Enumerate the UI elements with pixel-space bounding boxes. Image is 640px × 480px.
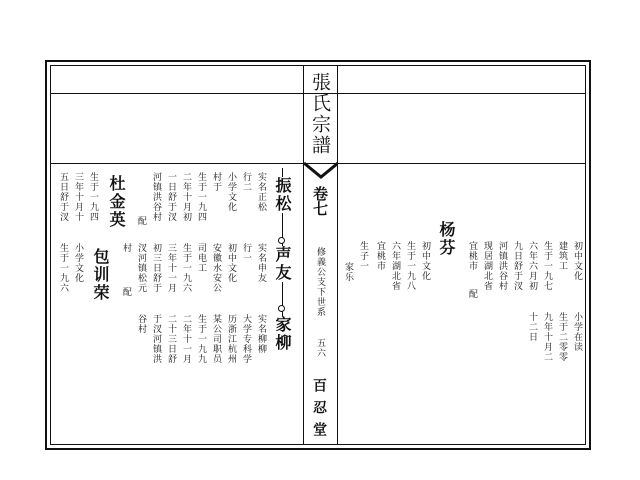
yangfen-child-col-2: 生于一九八 — [405, 241, 415, 291]
yangfen-wife-col-2: 生于二零零 — [557, 312, 567, 362]
jialiu-note-col-2: 大学专科学 — [241, 314, 251, 364]
spine-left-rule — [303, 65, 304, 445]
shengyou-note-col-7: 三年十一月 — [166, 243, 176, 293]
publisher-seal: 百忍堂 — [311, 378, 327, 444]
shengyou-note-col-5: 司电工 — [196, 243, 206, 273]
fishtail-mark — [304, 160, 338, 180]
yangfen-bio-col-8: 宜桃市 — [467, 241, 477, 271]
yangfen-wife-col-3: 九年十月二 — [542, 312, 552, 362]
yangfen-bio-col-4: 六年六月初 — [527, 241, 537, 291]
yangfen-bio-col-3: 生于一九七 — [542, 241, 552, 291]
yangfen-child-col-4: 宜桃市 — [375, 241, 385, 271]
jialiu-note-col-7: 二十三日舒 — [166, 314, 176, 364]
zhensong-note-col-5: 生于一九四 — [196, 172, 206, 222]
zhensong-note-col-2: 行二 — [241, 172, 251, 192]
yangfen-wife-col-4: 十二日 — [527, 312, 537, 342]
jialiu-note-col-5: 生于一九九 — [196, 314, 206, 364]
yangfen-bio-col-1: 初中文化 — [572, 241, 582, 281]
person-name-jia-liu: 家柳 — [273, 316, 292, 352]
shengyou-note-col-1: 实名申友 — [256, 243, 266, 283]
yangfen-child-col-1: 初中文化 — [420, 241, 430, 281]
shengyou-spouse-label: 配 — [121, 287, 131, 297]
fishtail-left-rule — [50, 163, 303, 164]
lineage-node-3 — [278, 305, 285, 312]
jialiu-note-col-4: 某公司职员 — [211, 314, 221, 364]
shengyou-note-col-3: 初中文化 — [226, 243, 236, 283]
person-name-sheng-you: 声友 — [273, 246, 292, 282]
lineage-node-2 — [278, 237, 285, 244]
book-title: 張氏宗譜 — [309, 72, 331, 156]
spouse-name-du-jin-ying: 杜金英 — [107, 175, 126, 229]
yangfen-wife-col-1: 小学在读 — [572, 312, 582, 352]
zhensong-note-col-1: 实名正松 — [256, 172, 266, 212]
yangfen-bio-col-5: 九日舒于汊 — [512, 241, 522, 291]
dujinying-bio-col-2: 三年十月十 — [73, 172, 83, 222]
page-number: 五六 — [315, 338, 325, 358]
zhensong-note-col-7: 一日舒于汊 — [166, 172, 176, 222]
shengyou-note-col-9: 汊河镇松元 — [136, 243, 146, 293]
zhensong-note-col-4: 村于 — [211, 172, 221, 192]
spouse-name-bao-xun-rong: 包训荣 — [91, 248, 110, 302]
baoxunrong-bio-col-2: 小学文化 — [73, 243, 83, 283]
yangfen-bio-col-2: 建筑工 — [557, 241, 567, 271]
jialiu-note-col-8: 于汊河镇洪 — [151, 314, 161, 364]
person-name-yang-fen: 杨芬 — [437, 221, 456, 257]
shengyou-note-col-2: 行一 — [241, 243, 251, 263]
jialiu-note-col-1: 实名柳柳 — [256, 314, 266, 354]
yangfen-child-col-6: 家乐 — [343, 262, 353, 282]
shengyou-note-col-10: 村 — [121, 243, 131, 253]
yangfen-child-col-5: 生子一 — [358, 241, 368, 271]
section-label: 修義公支下世系 — [315, 247, 325, 317]
dujinying-bio-col-3: 五日舒于汊 — [58, 172, 68, 222]
zhensong-spouse-label: 配 — [136, 216, 146, 226]
yangfen-bio-col-7: 现居湖北省 — [482, 241, 492, 291]
jialiu-note-col-9: 谷村 — [136, 314, 146, 334]
shengyou-note-col-8: 初三日舒于 — [151, 243, 161, 293]
yangfen-child-col-3: 六年湖北省 — [390, 241, 400, 291]
zhensong-note-col-3: 小学文化 — [226, 172, 236, 212]
fishtail-right-rule — [337, 163, 586, 164]
shengyou-note-col-4: 安徽水安公 — [211, 243, 221, 293]
jialiu-note-col-3: 历浙江杭州 — [226, 314, 236, 364]
zhensong-note-col-8: 河镇洪谷村 — [151, 172, 161, 222]
person-name-zhen-song: 振松 — [273, 177, 292, 213]
shengyou-note-col-6: 生于一九六 — [181, 243, 191, 293]
yangfen-spouse-label: 配 — [467, 289, 477, 299]
yangfen-bio-col-6: 河镇洪谷村 — [497, 241, 507, 291]
zhensong-note-col-6: 二年十月初 — [181, 172, 191, 222]
spine-right-rule — [337, 65, 338, 445]
baoxunrong-bio-col-1: 生于一九六 — [58, 243, 68, 293]
volume-label: 卷七 — [311, 186, 329, 216]
jialiu-note-col-6: 二年十一月 — [181, 314, 191, 364]
dujinying-bio-col-1: 生于一九四 — [88, 172, 98, 222]
